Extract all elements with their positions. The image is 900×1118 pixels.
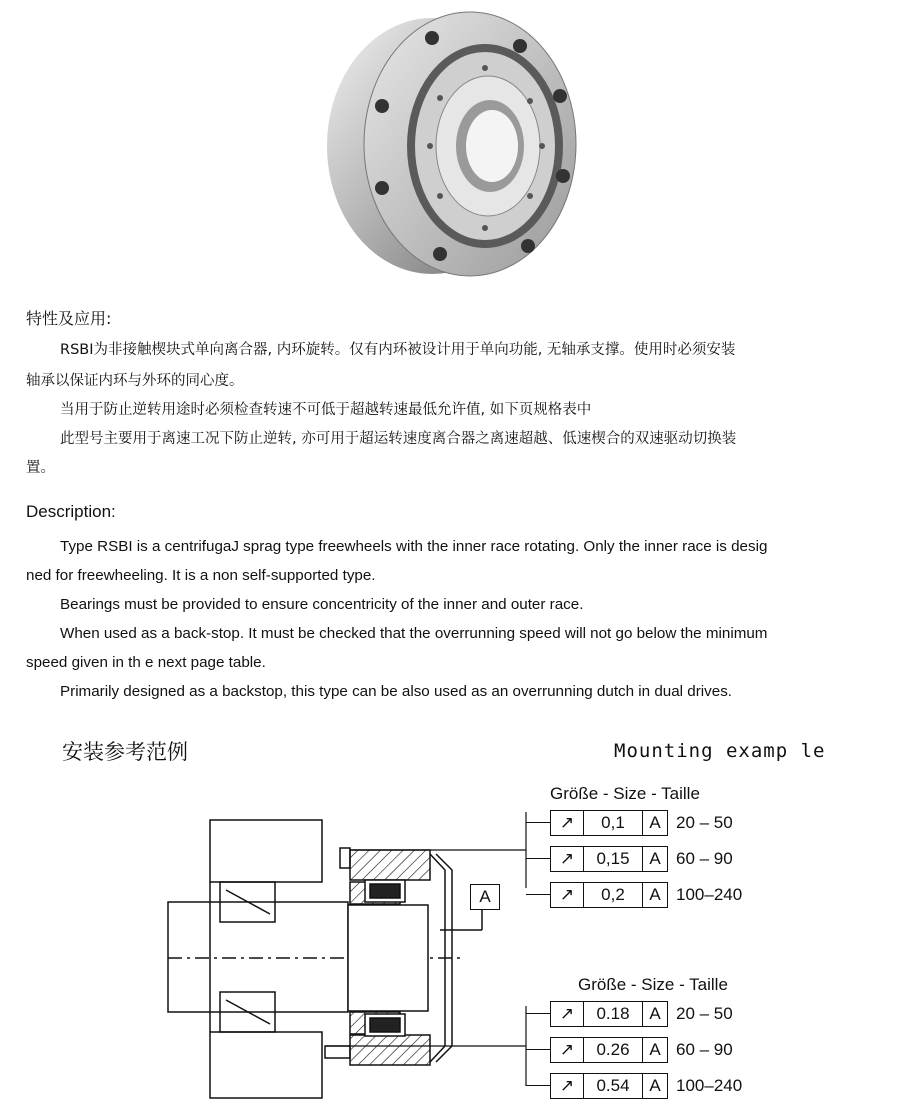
runout-arrow-icon: ↗ [551,1038,584,1062]
clutch-product-image [320,6,580,278]
tolerance-ref: A [649,885,661,904]
upper-size-label: Größe - Size - Taille [550,784,700,803]
tolerance-row [526,1037,742,1063]
features-paragraph-1: RSBI为非接触楔块式单向离合器, 内环旋转。仅有内环被设计用于单向功能, 无轴承支撑。使用时必须安装 [60,342,736,358]
tolerance-row [526,846,742,872]
upper-tolerance-table [526,810,742,908]
features-paragraph-3: 此型号主要用于离速工况下防止逆转, 亦可用于超运转速度离合器之离速超越、低速楔合的双速驱动切换装 [60,431,737,447]
runout-arrow-icon: ↗ [551,1074,584,1098]
size-range: 60 – 90 [676,1040,733,1059]
tolerance-value: 0.26 [584,1038,643,1062]
mounting-title-zh: 安装参考范例 [62,740,188,764]
runout-arrow-icon: ↗ [551,811,584,835]
tolerance-frame [550,882,668,908]
size-range: 100–240 [676,885,743,904]
features-paragraph-3-cont: 置。 [26,460,55,476]
tolerance-frame [550,810,668,836]
description-paragraph-2: Bearings must be provided to ensure concentricity of the inner and outer race. [60,596,584,613]
datum-a-label: A [470,884,500,910]
features-heading: 特性及应用: [26,309,112,328]
tolerance-frame [550,1037,668,1063]
lower-tolerance-table [526,1001,742,1099]
description-paragraph-3: When used as a back-stop. It must be checked that the overrunning speed will not go below the minimum [60,625,768,642]
size-range: 20 – 50 [676,1004,733,1023]
lower-size-label: Größe - Size - Taille [578,975,728,994]
description-paragraph-1: Type RSBI is a centrifugaJ sprag type freewheels with the inner race rotating. Only the inner race is desig [60,538,768,555]
size-range: 100–240 [676,1076,743,1095]
tolerance-frame [550,846,668,872]
features-paragraph-2: 当用于防止逆转用途时必须检查转速不可低于超越转速最低允许值, 如下页规格表中 [60,402,592,418]
description-paragraph-3-cont: speed given in th e next page table. [26,654,266,671]
runout-arrow-icon: ↗ [551,883,584,907]
tolerance-frame [550,1073,668,1099]
tolerance-ref: A [649,1076,661,1095]
tolerance-value: 0,2 [584,883,643,907]
mounting-title-en: Mounting examp le [614,740,826,762]
tolerance-row [526,882,742,908]
runout-arrow-icon: ↗ [551,847,584,871]
tolerance-row [526,810,742,836]
description-heading: Description: [26,502,116,521]
mounting-drawing [160,810,540,1110]
description-paragraph-1-cont: ned for freewheeling. It is a non self-supported type. [26,567,376,584]
tolerance-ref: A [649,1004,661,1023]
tolerance-row [526,1073,742,1099]
size-range: 60 – 90 [676,849,733,868]
tolerance-value: 0,15 [584,847,643,871]
size-range: 20 – 50 [676,813,733,832]
tolerance-row [526,1001,742,1027]
runout-arrow-icon: ↗ [551,1002,584,1026]
tolerance-value: 0.54 [584,1074,643,1098]
description-paragraph-4: Primarily designed as a backstop, this type can be also used as an overrunning dutch in dual drives. [60,683,733,700]
tolerance-ref: A [649,813,661,832]
tolerance-value: 0.18 [584,1002,643,1026]
tolerance-frame [550,1001,668,1027]
tolerance-ref: A [649,849,661,868]
tolerance-value: 0,1 [584,811,643,835]
features-paragraph-1-cont: 轴承以保证内环与外环的同心度。 [26,373,244,389]
tolerance-ref: A [649,1040,661,1059]
